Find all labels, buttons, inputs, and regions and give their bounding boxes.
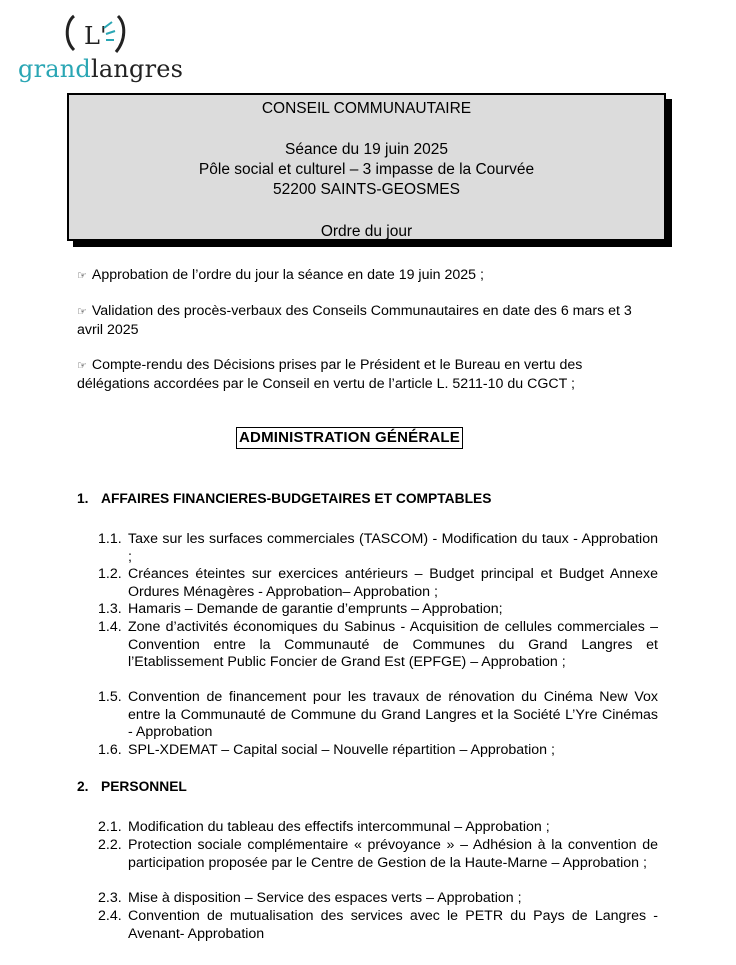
intro-text: Approbation de l’ordre du jour la séance en date 19 juin 2025 ; (91, 267, 484, 283)
hand-pointing-icon: ☞ (77, 269, 87, 282)
agenda-item (98, 890, 658, 908)
agenda-item (98, 742, 658, 760)
header-box (67, 93, 666, 241)
item-number: 1.6. (98, 742, 122, 758)
hand-pointing-icon: ☞ (77, 359, 87, 372)
agenda-item (98, 837, 658, 872)
header-agenda-label: Ordre du jour (320, 223, 413, 240)
item-text: Taxe sur les surfaces commerciales (TASCOM) - Modification du taux - Approbation ; (128, 531, 658, 565)
section-title: ADMINISTRATION GÉNÉRALE (236, 427, 463, 449)
item-text: Créances éteintes sur exercices antérieurs – Budget principal et Budget Annexe Ordures Ménagères - Approbation– Approbation ; (128, 566, 658, 600)
agenda-item (98, 819, 658, 837)
chapter-number: 2. (77, 779, 89, 794)
chapter-title: AFFAIRES FINANCIERES-BUDGETAIRES ET COMPTABLES (101, 491, 492, 506)
chapter-number: 1. (77, 491, 89, 506)
agenda-item (98, 601, 658, 619)
agenda-item (98, 531, 658, 566)
header-title: CONSEIL COMMUNAUTAIRE (261, 100, 472, 117)
item-number: 2.1. (98, 819, 122, 835)
item-number: 2.3. (98, 890, 122, 906)
chapter-heading (77, 490, 491, 508)
item-text: Convention de mutualisation des services avec le PETR du Pays de Langres - Avenant- Approbation (128, 908, 658, 942)
item-text: Modification du tableau des effectifs intercommunal – Approbation ; (128, 819, 550, 835)
logo-grand: grand (18, 55, 91, 83)
intro-item (77, 266, 657, 285)
logo-wordmark (18, 56, 183, 82)
item-text: Hamaris – Demande de garantie d’emprunts – Approbation; (128, 601, 503, 617)
agenda-item (98, 908, 658, 943)
item-text: Zone d’activités économiques du Sabinus - Acquisition de cellules commerciales – Convention entre la Communauté de Communes du Grand Langres et l’Etablissement Public Foncier de Grand Est (EPFGE) – Approbation ; (128, 619, 658, 671)
intro-text: Validation des procès-verbaux des Conseils Communautaires en date des 6 mars et 3 avril 2025 (77, 303, 632, 338)
item-number: 1.3. (98, 601, 122, 617)
item-number: 1.2. (98, 566, 122, 582)
logo-mark-text: L' (84, 22, 107, 50)
agenda-item (98, 566, 658, 601)
item-text: SPL-XDEMAT – Capital social – Nouvelle répartition – Approbation ; (128, 742, 555, 758)
header-date: Séance du 19 juin 2025 (285, 141, 448, 158)
intro-item (77, 302, 657, 340)
item-text: Protection sociale complémentaire « prévoyance » – Adhésion à la convention de participation proposée par le Centre de Gestion de la Haute-Marne – Approbation ; (128, 837, 658, 871)
item-number: 1.1. (98, 531, 122, 547)
hand-pointing-icon: ☞ (77, 305, 87, 318)
item-number: 2.2. (98, 837, 122, 853)
intro-item (77, 356, 657, 394)
intro-text: Compte-rendu des Décisions prises par le Président et le Bureau en vertu des délégations accordées par le Conseil en vertu de l’article L. 5211-10 du CGCT ; (77, 357, 583, 392)
item-number: 1.4. (98, 619, 122, 635)
chapter-title: PERSONNEL (101, 779, 187, 794)
logo (18, 10, 193, 88)
agenda-item (98, 689, 658, 742)
item-text: Mise à disposition – Service des espaces verts – Approbation ; (128, 890, 522, 906)
header-location: Pôle social et culturel – 3 impasse de la Courvée (198, 161, 535, 178)
logo-mark-icon (60, 10, 140, 58)
item-text: Convention de financement pour les travaux de rénovation du Cinéma New Vox entre la Communauté de Commune du Grand Langres et la Société L’Yre Cinémas - Approbation (128, 689, 658, 741)
logo-langres: langres (90, 55, 184, 83)
item-number: 1.5. (98, 689, 122, 705)
item-number: 2.4. (98, 908, 122, 924)
agenda-item (98, 619, 658, 672)
header-postcode: 52200 SAINTS-GEOSMES (273, 181, 460, 198)
chapter-heading (77, 778, 187, 796)
